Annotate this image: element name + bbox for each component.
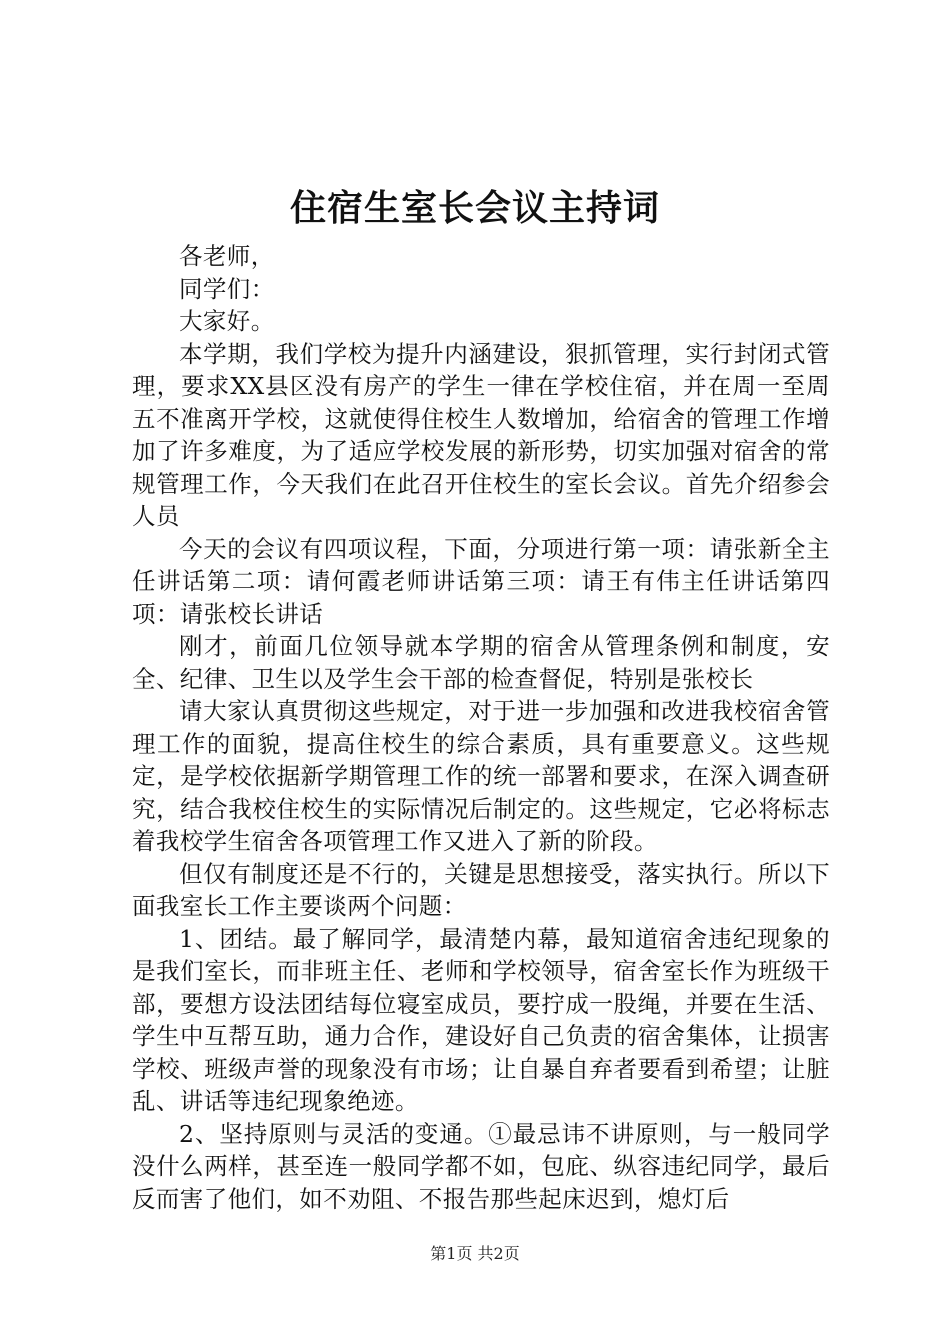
salutation-students: 同学们： (179, 274, 275, 303)
paragraph-importance: 请大家认真贯彻这些规定，对于进一步加强和改进我校宿舍管理工作的面貌，提高住校生的综合素质，具有重要意义。这些规定，是学校依据新学期管理工作的统一部署和要求，在深入调查研究，结合我校住校生的实际情况后制定的。这些规定，它必将标志着我校学生宿舍各项管理工作又进入了新的阶段。 (132, 697, 830, 855)
document-body (132, 240, 830, 1215)
page-number: 第1页 共2页 (430, 1244, 520, 1263)
paragraph-principle: 2、坚持原则与灵活的变通。①最忌讳不讲原则，与一般同学没什么两样，甚至连一般同学都不如，包庇、纵容违纪同学，最后反而害了他们，如不劝阻、不报告那些起床迟到，熄灯后 (132, 1119, 830, 1213)
greeting: 大家好。 (179, 307, 275, 335)
paragraph-unity: 1、团结。最了解同学，最清楚内幕，最知道宿舍违纪现象的是我们室长，而非班主任、老师和学校领导，宿舍室长作为班级干部，要想方设法团结每位寝室成员，要拧成一股绳，并要在生活、学生中互帮互助，通力合作，建设好自己负责的宿舍集体，让损害学校、班级声誉的现象没有市场；让自暴自弃者要看到希望；让脏乱、讲话等违纪现象绝迹。 (132, 924, 830, 1115)
paragraph-execution: 但仅有制度还是不行的，关键是思想接受，落实执行。所以下面我室长工作主要谈两个问题： (132, 859, 830, 920)
paragraph-intro: 本学期，我们学校为提升内涵建设，狠抓管理，实行封闭式管理，要求XX县区没有房产的学生一律在学校住宿，并在周一至周五不准离开学校，这就使得住校生人数增加，给宿舍的管理工作增加了许多难度，为了适应学校发展的新形势，切实加强对宿舍的常规管理工作，今天我们在此召开住校生的室长会议。首先介绍参会人员 (132, 339, 830, 530)
paragraph-summary: 刚才，前面几位领导就本学期的宿舍从管理条例和制度，安全、纪律、卫生以及学生会干部的检查督促，特别是张校长 (132, 632, 830, 693)
paragraph-agenda: 今天的会议有四项议程，下面，分项进行第一项：请张新全主任讲话第二项：请何霞老师讲话第三项：请王有伟主任讲话第四项：请张校长讲话 (132, 534, 830, 628)
page-title: 住宿生室长会议主持词 (289, 187, 660, 229)
salutation-teachers: 各老师， (179, 242, 275, 270)
